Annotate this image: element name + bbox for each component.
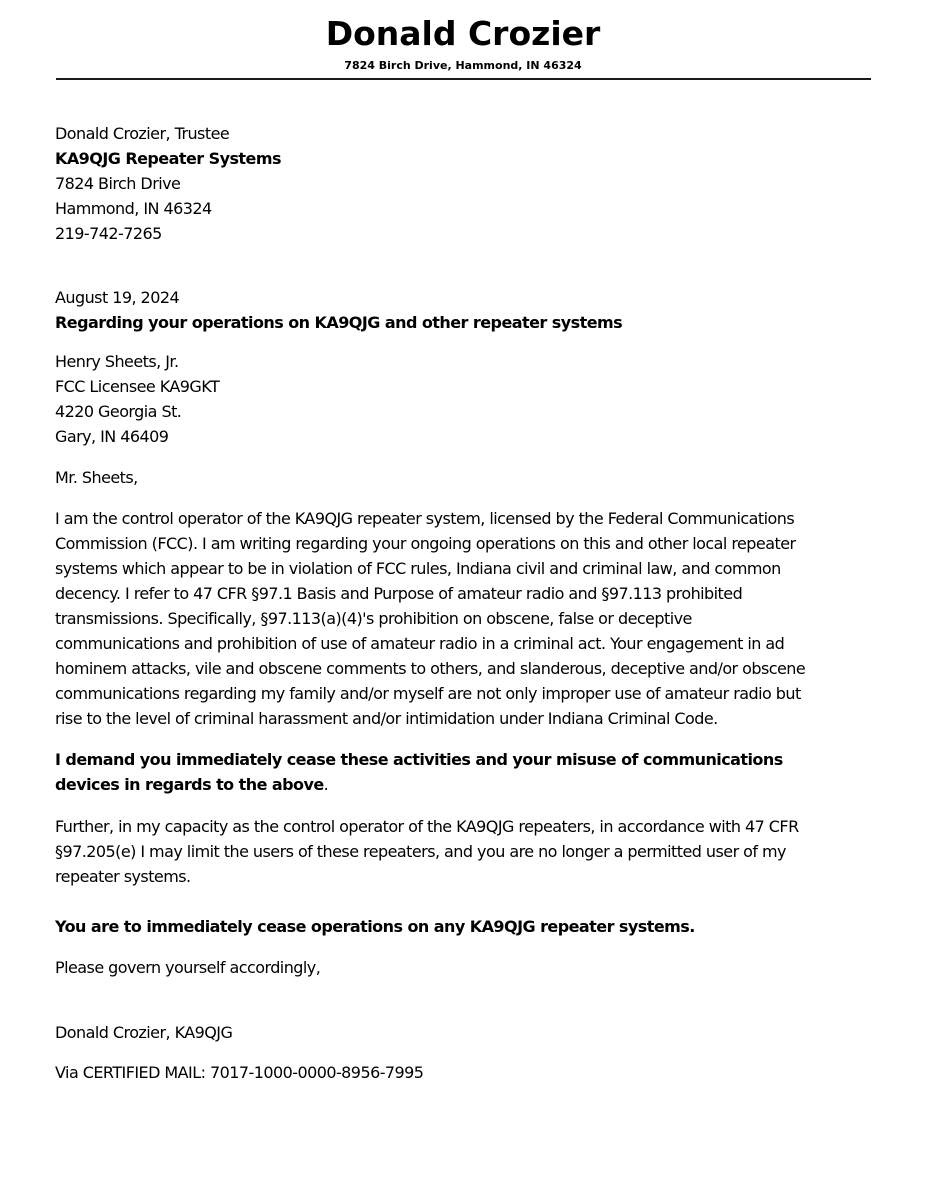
sender-phone: 219-742-7265 [55, 224, 162, 243]
date-subject-block [55, 285, 860, 335]
paragraph-line: §97.205(e) I may limit the users of these repeaters, and you are no longer a permitted user of my [55, 842, 786, 861]
demand-statement [55, 747, 860, 797]
letterhead-divider [56, 78, 871, 80]
letter-subject: Regarding your operations on KA9QJG and other repeater systems [55, 313, 623, 332]
paragraph-line: communications and prohibition of use of amateur radio in a criminal act. Your engagement in ad [55, 634, 785, 653]
sender-block [55, 121, 860, 246]
demand-line: I demand you immediately cease these activities and your misuse of communications [55, 750, 783, 769]
paragraph-line: hominem attacks, vile and obscene comments to others, and slanderous, deceptive and/or obscene [55, 659, 806, 678]
recipient-license: FCC Licensee KA9GKT [55, 377, 220, 396]
sender-name: Donald Crozier, Trustee [55, 124, 230, 143]
body-paragraph-2 [55, 814, 860, 889]
sender-street: 7824 Birch Drive [55, 174, 181, 193]
demand-period: . [323, 775, 329, 794]
paragraph-line: Further, in my capacity as the control operator of the KA9QJG repeaters, in accordance with 47 CFR [55, 817, 799, 836]
paragraph-line: transmissions. Specifically, §97.113(a)(4)'s prohibition on obscene, false or deceptive [55, 609, 692, 628]
letterhead-name: Donald Crozier [325, 14, 601, 53]
paragraph-line: systems which appear to be in violation of FCC rules, Indiana civil and criminal law, and common [55, 559, 781, 578]
paragraph-line: communications regarding my family and/or myself are not only improper use of amateur radio but [55, 684, 801, 703]
paragraph-line: I am the control operator of the KA9QJG repeater system, licensed by the Federal Communications [55, 509, 795, 528]
demand-line: devices in regards to the above [55, 775, 324, 794]
letterhead-address: 7824 Birch Drive, Hammond, IN 46324 [344, 59, 582, 72]
recipient-block [55, 349, 860, 449]
body-paragraph-1 [55, 506, 860, 731]
salutation: Mr. Sheets, [55, 468, 138, 487]
delivery-method: Via CERTIFIED MAIL: 7017-1000-0000-8956-7995 [55, 1063, 424, 1082]
paragraph-line: rise to the level of criminal harassment and/or intimidation under Indiana Criminal Code. [55, 709, 718, 728]
letter-date: August 19, 2024 [55, 288, 180, 307]
paragraph-line: decency. I refer to 47 CFR §97.1 Basis and Purpose of amateur radio and §97.113 prohibited [55, 584, 743, 603]
signature: Donald Crozier, KA9QJG [55, 1023, 233, 1042]
sender-city: Hammond, IN 46324 [55, 199, 212, 218]
closing: Please govern yourself accordingly, [55, 958, 321, 977]
paragraph-line: repeater systems. [55, 867, 191, 886]
sender-organization: KA9QJG Repeater Systems [55, 149, 281, 168]
recipient-city: Gary, IN 46409 [55, 427, 169, 446]
paragraph-line: Commission (FCC). I am writing regarding your ongoing operations on this and other local repeater [55, 534, 796, 553]
cease-order: You are to immediately cease operations on any KA9QJG repeater systems. [55, 917, 695, 936]
recipient-name: Henry Sheets, Jr. [55, 352, 179, 371]
recipient-street: 4220 Georgia St. [55, 402, 182, 421]
